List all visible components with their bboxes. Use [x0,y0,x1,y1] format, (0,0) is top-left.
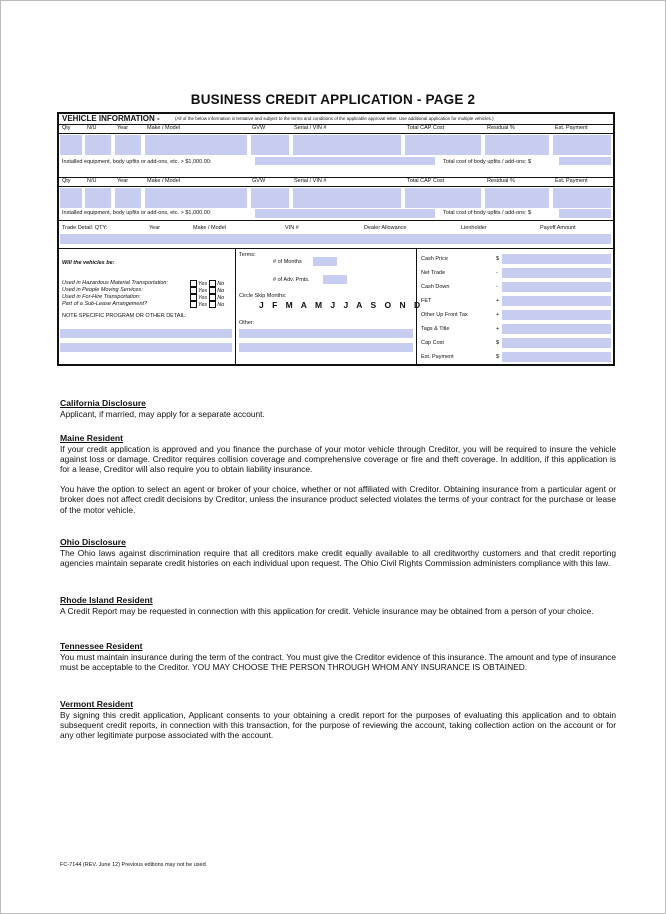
installed-label-1: Installed equipment, body upfits or add-ons, etc. > $1,000.00: [62,159,212,165]
col-total-cap-2: Total CAP Cost [407,178,445,184]
col-serial-vin-2: Serial / VIN # [294,178,327,184]
installed-label-2: Installed equipment, body upfits or add-ons, etc. > $1,000.00: [62,210,212,216]
program-note-field-1[interactable] [60,329,232,338]
net-trade-sign: - [496,270,498,276]
cash-down-field[interactable] [502,282,611,292]
usage-sublease [62,301,225,308]
col-nu: N/U [87,125,97,131]
est-payment-label: Est. Payment [421,354,454,360]
gvw-field-1[interactable] [251,135,289,155]
gvw-field-2[interactable] [251,188,289,208]
tags-title-field[interactable] [502,324,611,334]
other-label: Other: [239,320,255,326]
tennessee-resident [60,641,616,672]
upfit-total-field-1[interactable] [559,157,611,165]
fet-field[interactable] [502,296,611,306]
vermont-resident [60,699,616,740]
usage-heading: Will the vehicles be: [62,260,115,266]
vehicle-information-form [57,112,615,366]
usage-hazmat-label: Used in Hazardous Material Transportation: [62,280,168,286]
cap-cost-sign: $ [496,340,500,346]
col-year-2: Year [117,178,129,184]
vehicle-1-columns [59,125,613,134]
usage-hazmat [62,280,225,287]
payment-field-2[interactable] [553,188,611,208]
terms-label: Terms: [239,252,256,258]
col-residual: Residual % [487,125,515,131]
trade-lienholder-label: Lienholder [461,225,487,231]
program-note-label: NOTE SPECIFIC PROGRAM OR OTHER DETAIL: [62,313,187,319]
skip-months-letters[interactable]: J F M A M J J A S O N D [259,300,424,310]
col-serial-vin: Serial / VIN # [294,125,327,131]
nu-field-2[interactable] [85,188,111,208]
tags-title-label: Tags & Title [421,326,450,332]
usage-sublease-options [188,301,224,308]
vin-field-1[interactable] [293,135,401,155]
col-make-model: Make / Model [147,125,181,131]
cash-down-label: Cash Down [421,284,450,290]
no-label: No [217,301,225,308]
fet-sign: + [496,298,500,304]
col-make-model-2: Make / Model [147,178,181,184]
adv-pmts-field[interactable] [323,275,347,284]
cash-price-label: Cash Price [421,256,448,262]
hazmat-no-checkbox[interactable] [209,280,216,287]
qty-field-2[interactable] [60,188,82,208]
cash-price-field[interactable] [502,254,611,264]
ohio-disclosure [60,537,616,568]
ohio-text: The Ohio laws against discrimination require that all creditors make credit equally available to all creditworthy customers and that credit reporting agencies maintain separate credit histories on each individual upon request. The Ohio Civil Rights Commission administers compliance with this law. [60,547,616,568]
months-field[interactable] [313,257,337,266]
usage-people-label: Used in People Moving Services: [62,287,143,293]
forhire-no-checkbox[interactable] [209,294,216,301]
usage-for-hire-label: Used in For-Hire Transportation: [62,294,141,300]
other-field-2[interactable] [239,343,413,352]
maine-heading: Maine Resident [60,433,124,443]
sublease-yes-checkbox[interactable] [190,301,197,308]
cash-down-sign: - [496,284,498,290]
year-field-1[interactable] [115,135,141,155]
trade-payoff-label: Payoff Amount [540,225,576,231]
installed-field-1[interactable] [255,157,435,165]
yes-label: Yes [198,280,208,287]
upfront-tax-sign: + [496,312,500,318]
col-est-payment: Est. Payment [555,125,588,131]
usage-hazmat-options [188,280,224,287]
residual-field-2[interactable] [485,188,549,208]
vermont-text: By signing this credit application, Applicant consents to your obtaining a credit report for the purposes of evaluating this application and to obtain subsequent credit reports, in connection with this transaction, for the purpose of reviewing the account, taking collection action on the account or for any other legitimate purpose associated with the account. [60,709,616,740]
usage-sublease-label: Part of a Sub-Lease Arrangement? [62,301,148,307]
fet-label: FET [421,298,432,304]
col-qty: Qty [62,125,71,131]
cash-price-sign: $ [496,256,500,262]
upfront-tax-label: Other Up Front Tax [421,312,468,318]
est-payment-field[interactable] [502,352,611,362]
divider-trade [59,220,613,221]
upfit-total-field-2[interactable] [559,209,611,218]
cap-cost-label: Cap Cost [421,340,444,346]
skip-months-label: Circle Skip Months: [239,293,287,299]
col-qty-2: Qty [62,178,71,184]
tennessee-text: You must maintain insurance during the term of the contract. You must give the Creditor evidence of this insurance. The amount and type of insurance must be acceptable to the Creditor. YOU MAY CHOOSE THE PERSON THROUGH WHOM ANY INSURANCE IS OBTAINED. [60,651,616,672]
no-label: No [217,287,225,294]
maine-text-1: If your credit application is approved and you finance the purchase of your motor vehicle through Creditor, you will be required to insure the vehicle against loss or damage. Creditor requires collision coverage and comprehensive coverage or fire and theft coverage. In addition, if this application is for a lease, Creditor will also require you to obtain liability insurance. [60,443,616,474]
vehicle-info-header [59,114,613,125]
residual-field-1[interactable] [485,135,549,155]
net-trade-field[interactable] [502,268,611,278]
vehicle-info-note: (All of the below information is tentative and subject to the terms and conditions of the applicable approval letter. Use additional application for multiple vehicles.) [175,116,494,121]
col-year: Year [117,125,129,131]
upfront-tax-field[interactable] [502,310,611,320]
make-model-field-1[interactable] [145,135,247,155]
tags-title-sign: + [496,326,500,332]
year-field-2[interactable] [115,188,141,208]
adv-pmts-label: # of Adv. Pmts. [273,277,310,283]
trade-allowance-label: Dealer Allowance [364,225,407,231]
rhode-island-resident [60,595,616,616]
vin-field-2[interactable] [293,188,401,208]
make-model-field-2[interactable] [145,188,247,208]
people-no-checkbox[interactable] [209,287,216,294]
cap-cost-field-2[interactable] [405,188,481,208]
yes-label: Yes [198,287,208,294]
est-payment-sign: $ [496,354,500,360]
trade-detail-label: Trade Detail: QTY: [62,225,108,231]
california-text: Applicant, if married, may apply for a separate account. [60,408,265,419]
col-gvw-2: GVW [252,178,266,184]
col-est-payment-2: Est. Payment [555,178,588,184]
trade-vin-label: VIN # [285,225,299,231]
rhode-island-heading: Rhode Island Resident [60,595,153,605]
col-nu-2: N/U [87,178,97,184]
rhode-island-text: A Credit Report may be requested in connection with this application for credit. Vehicle insurance may be obtained from a person of your choice. [60,605,594,616]
nu-field-1[interactable] [85,135,111,155]
cap-cost-field-1[interactable] [405,135,481,155]
col-gvw: GVW [252,125,266,131]
divider-v1 [235,248,236,366]
usage-people [62,287,225,294]
trade-make-label: Make / Model [193,225,227,231]
hazmat-yes-checkbox[interactable] [190,280,197,287]
yes-label: Yes [198,294,208,301]
no-label: No [217,280,225,287]
divider-bottom [59,248,613,249]
usage-for-hire [62,294,225,301]
people-yes-checkbox[interactable] [190,287,197,294]
other-field-1[interactable] [239,329,413,338]
vermont-heading: Vermont Resident [60,699,134,709]
maine-text-2: You have the option to select an agent or broker of your choice, whether or not affiliated with Creditor. Obtaining insurance from a particular agent or broker does not affect credit decisions by Creditor, unless the insurance product selected violates the terms of your contract for the purchase or lease of the motor vehicle. [60,484,616,515]
installed-field-2[interactable] [255,209,435,218]
payment-field-1[interactable] [553,135,611,155]
cap-cost-field[interactable] [502,338,611,348]
net-trade-label: Net Trade [421,270,446,276]
vehicle-info-title: VEHICLE INFORMATION - [62,114,160,123]
ohio-heading: Ohio Disclosure [60,537,126,547]
yes-label: Yes [198,301,208,308]
col-total-cap: Total CAP Cost [407,125,445,131]
col-residual-2: Residual % [487,178,515,184]
usage-for-hire-options [188,294,224,301]
vehicle-2-columns [59,177,613,187]
upfit-total-label-1: Total cost of body upfits / add-ons: $ [443,159,532,165]
program-note-field-2[interactable] [60,343,232,352]
california-heading: California Disclosure [60,398,146,408]
trade-year-label: Year [149,225,161,231]
trade-detail-field[interactable] [60,234,611,244]
tennessee-heading: Tennessee Resident [60,641,143,651]
forhire-yes-checkbox[interactable] [190,294,197,301]
maine-resident [60,433,616,515]
sublease-no-checkbox[interactable] [209,301,216,308]
months-label: # of Months [273,259,302,265]
usage-people-options [188,287,224,294]
qty-field-1[interactable] [60,135,82,155]
form-footer: FC-7144 (REV. June 12) Previous editions may not be used. [60,862,208,868]
page-title: BUSINESS CREDIT APPLICATION - PAGE 2 [190,92,476,107]
upfit-total-label-2: Total cost of body upfits / add-ons: $ [443,210,532,216]
california-disclosure [60,398,616,419]
no-label: No [217,294,225,301]
